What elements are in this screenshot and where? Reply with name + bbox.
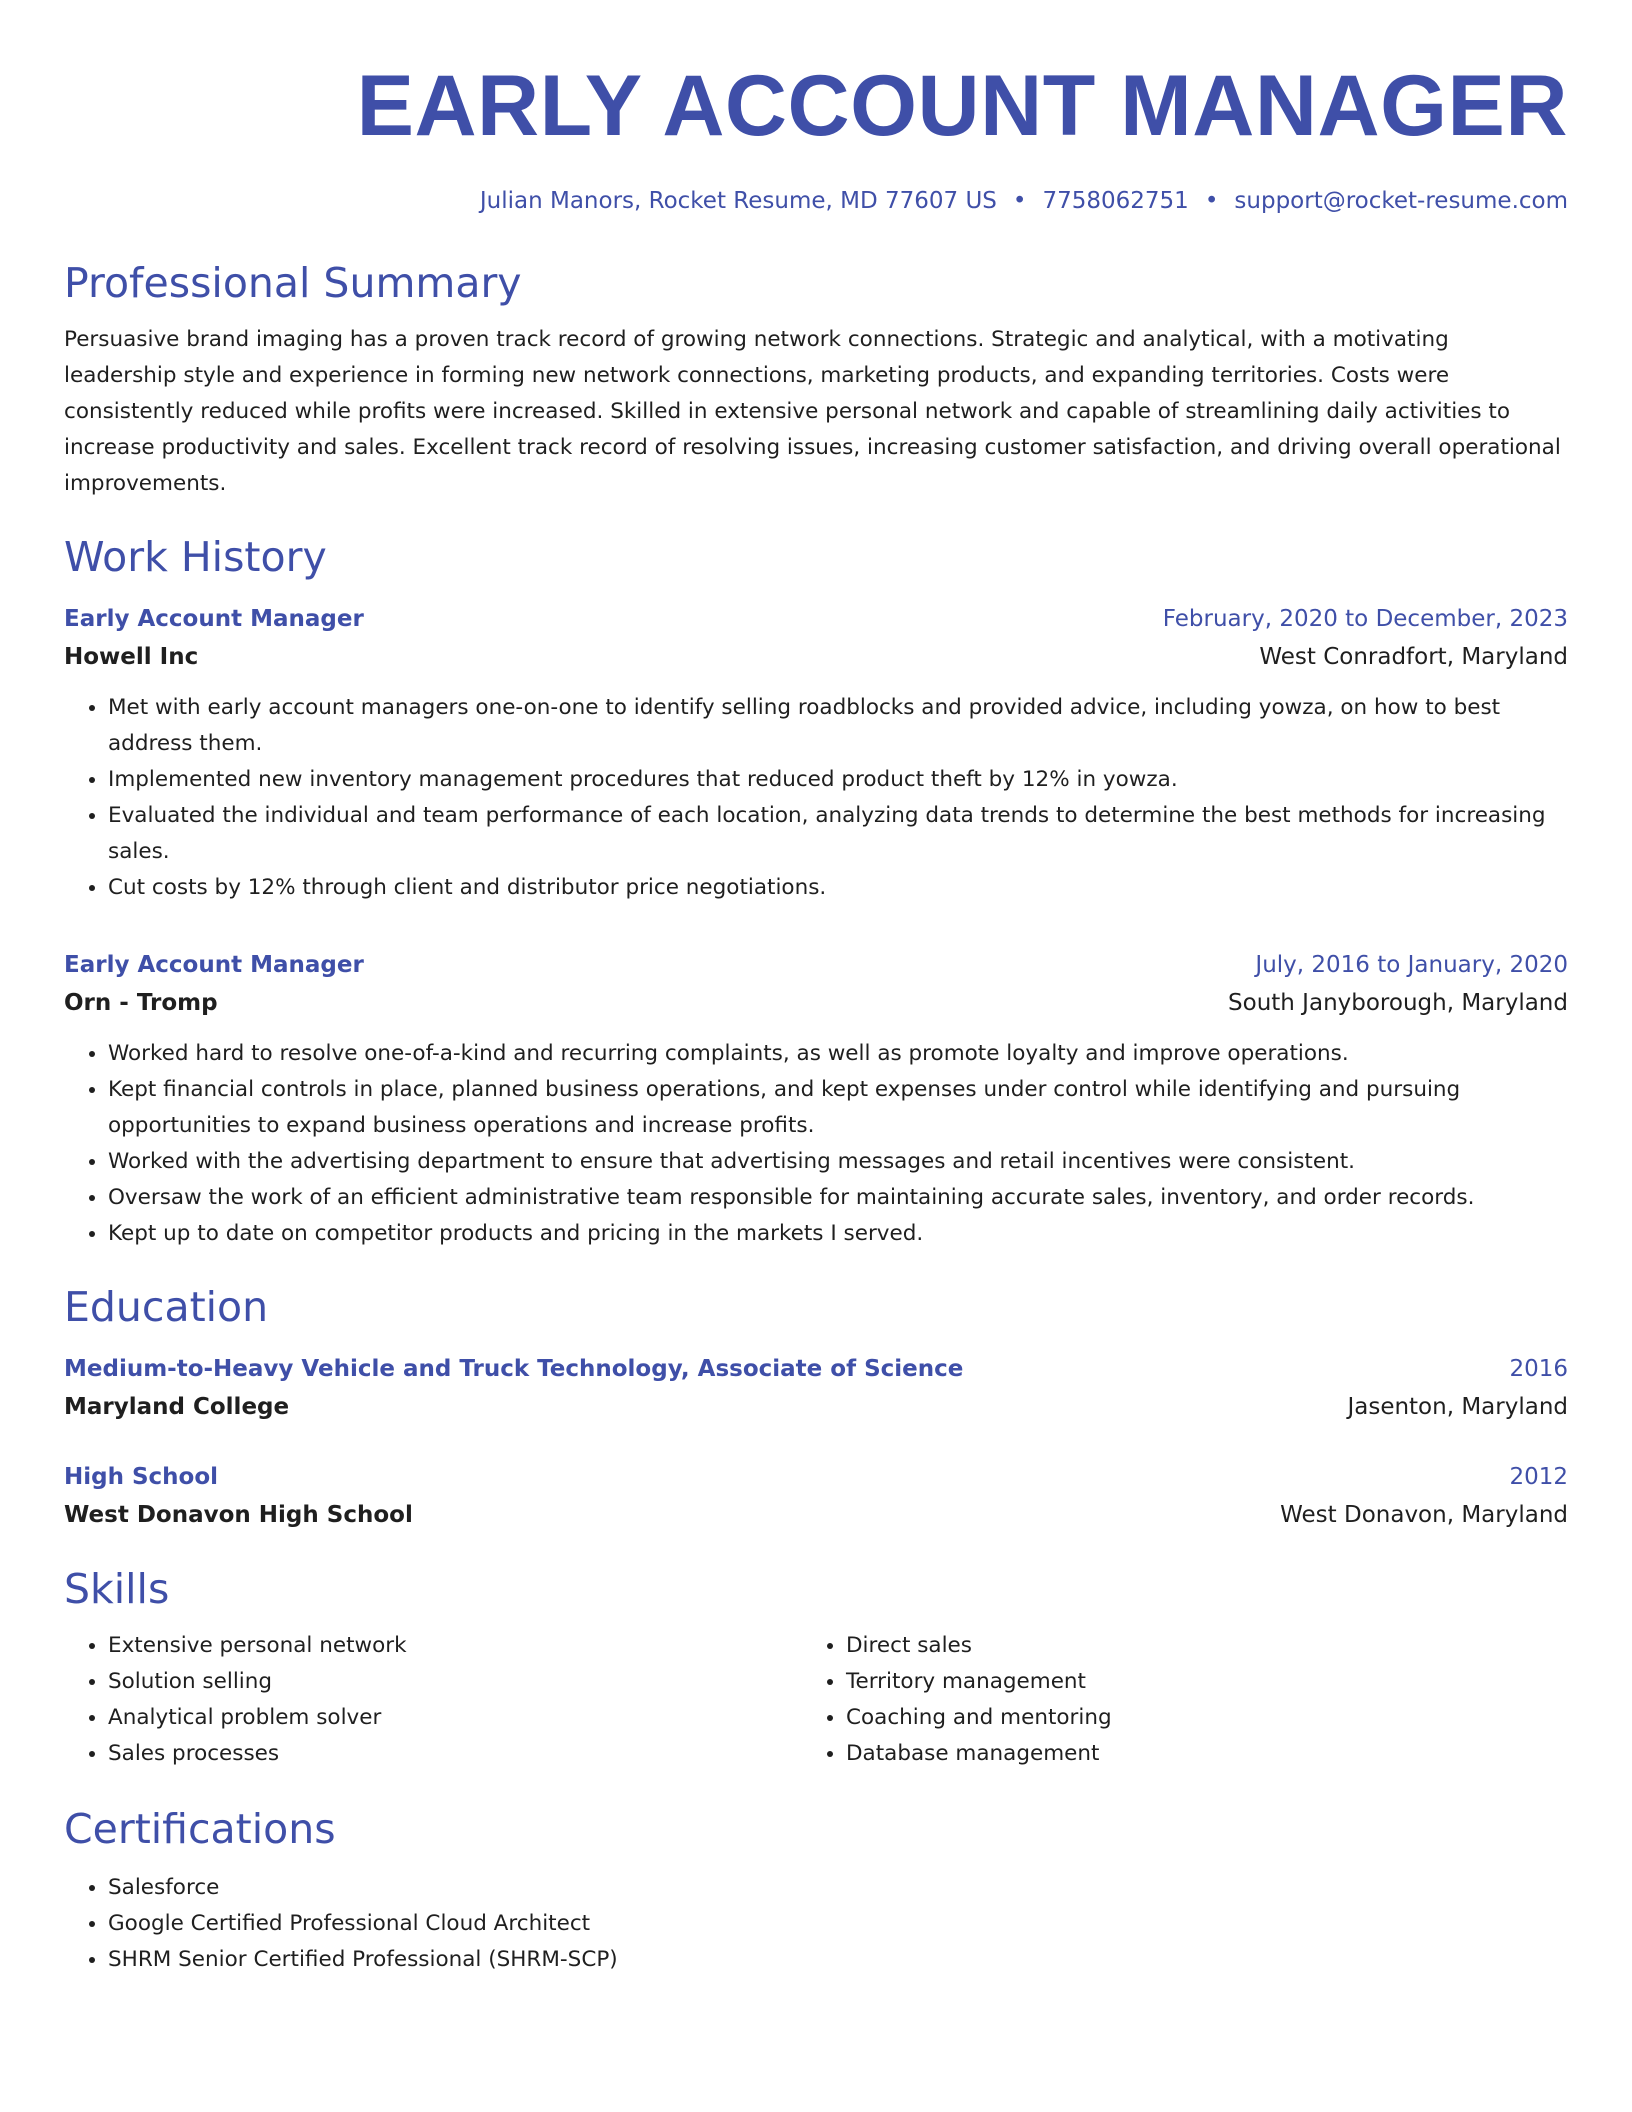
skills-column-right (802, 1628, 1540, 1772)
education-year: 2016 (1509, 1356, 1568, 1382)
education-school: Maryland College (64, 1394, 290, 1420)
contact-line (64, 184, 1568, 218)
skill-item: • Database management (846, 1736, 1540, 1772)
education-entry (64, 1458, 1568, 1534)
job-bullet: • Worked with the advertising department to ensure that advertising messages and retail incentives were consistent. (108, 1144, 1568, 1180)
certification-item: • Google Certified Professional Cloud Architect (108, 1906, 1568, 1942)
job-bullet: • Implemented new inventory management procedures that reduced product theft by 12% in yowza. (108, 762, 1568, 798)
resume-title: EARLY ACCOUNT MANAGER (356, 58, 1568, 154)
skill-item: • Analytical problem solver (108, 1700, 802, 1736)
job-company-row (64, 638, 1568, 676)
skills-column-left (64, 1628, 802, 1772)
job-company-row (64, 984, 1568, 1022)
contact-email: support@rocket-resume.com (1234, 188, 1568, 214)
education-header-row (64, 1350, 1568, 1388)
education-heading: Education (64, 1283, 269, 1331)
education-degree: Medium-to-Heavy Vehicle and Truck Technology, Associate of Science (64, 1356, 964, 1382)
job-dates: February, 2020 to December, 2023 (1162, 606, 1568, 632)
education-entry (64, 1350, 1568, 1426)
job-role: Early Account Manager (64, 606, 364, 632)
job-role: Early Account Manager (64, 952, 364, 978)
job-company: Orn - Tromp (64, 990, 218, 1016)
job-bullet: • Cut costs by 12% through client and distributor price negotiations. (108, 870, 1568, 906)
skill-item: • Sales processes (108, 1736, 802, 1772)
job-entry (64, 946, 1568, 1252)
contact-phone: 7758062751 (1042, 188, 1189, 214)
skill-item: • Extensive personal network (108, 1628, 802, 1664)
skill-item: • Coaching and mentoring (846, 1700, 1540, 1736)
skill-item: • Direct sales (846, 1628, 1540, 1664)
certification-item: • Salesforce (108, 1870, 1568, 1906)
education-school-row (64, 1496, 1568, 1534)
job-bullets (64, 1036, 1568, 1252)
job-bullets (64, 690, 1568, 906)
education-location: Jasenton, Maryland (1347, 1394, 1568, 1420)
education-location: West Donavon, Maryland (1280, 1502, 1568, 1528)
certification-item: • SHRM Senior Certified Professional (SHRM-SCP) (108, 1942, 1568, 1978)
education-school-row (64, 1388, 1568, 1426)
skills-heading: Skills (64, 1565, 170, 1613)
job-location: West Conradfort, Maryland (1259, 644, 1568, 670)
certifications-heading: Certifications (64, 1805, 336, 1853)
job-header-row (64, 600, 1568, 638)
job-entry (64, 600, 1568, 906)
job-bullet: • Kept financial controls in place, planned business operations, and kept expenses under control while identifying and pursuing opportunities to expand business operations and increase profits. (108, 1072, 1568, 1144)
skill-item: • Solution selling (108, 1664, 802, 1700)
certifications-list (64, 1870, 1568, 1978)
summary-text: Persuasive brand imaging has a proven track record of growing network connections. Strategic and analytical, with a motivating leadership style and experience in forming new network connections, marketing products, and expanding territories. Costs were consistently reduced while profits were increased. Skilled in extensive personal network and capable of streamlining daily activities to increase productivity and sales. Excellent track record of resolving issues, increasing customer satisfaction, and driving overall operational improvements. (64, 327, 1561, 496)
education-school: West Donavon High School (64, 1502, 413, 1528)
education-header-row (64, 1458, 1568, 1496)
job-bullet: • Evaluated the individual and team performance of each location, analyzing data trends to determine the best methods for increasing sales. (108, 798, 1568, 870)
job-bullet: • Met with early account managers one-on-one to identify selling roadblocks and provided advice, including yowza, on how to best address them. (108, 690, 1568, 762)
job-company: Howell Inc (64, 644, 199, 670)
skills-grid (64, 1628, 1568, 1772)
separator-dot: • (1012, 188, 1027, 214)
separator-dot: • (1204, 188, 1219, 214)
job-bullet: • Oversaw the work of an efficient administrative team responsible for maintaining accurate sales, inventory, and order records. (108, 1180, 1568, 1216)
education-degree: High School (64, 1464, 219, 1490)
job-location: South Janyborough, Maryland (1228, 990, 1568, 1016)
work-history-heading: Work History (64, 533, 327, 581)
job-dates: July, 2016 to January, 2020 (1255, 952, 1568, 978)
contact-address: Julian Manors, Rocket Resume, MD 77607 US (479, 188, 997, 214)
summary-heading: Professional Summary (64, 259, 522, 307)
education-year: 2012 (1509, 1464, 1568, 1490)
skill-item: • Territory management (846, 1664, 1540, 1700)
job-bullet: • Kept up to date on competitor products and pricing in the markets I served. (108, 1216, 1568, 1252)
job-header-row (64, 946, 1568, 984)
job-bullet: • Worked hard to resolve one-of-a-kind and recurring complaints, as well as promote loyalty and improve operations. (108, 1036, 1568, 1072)
